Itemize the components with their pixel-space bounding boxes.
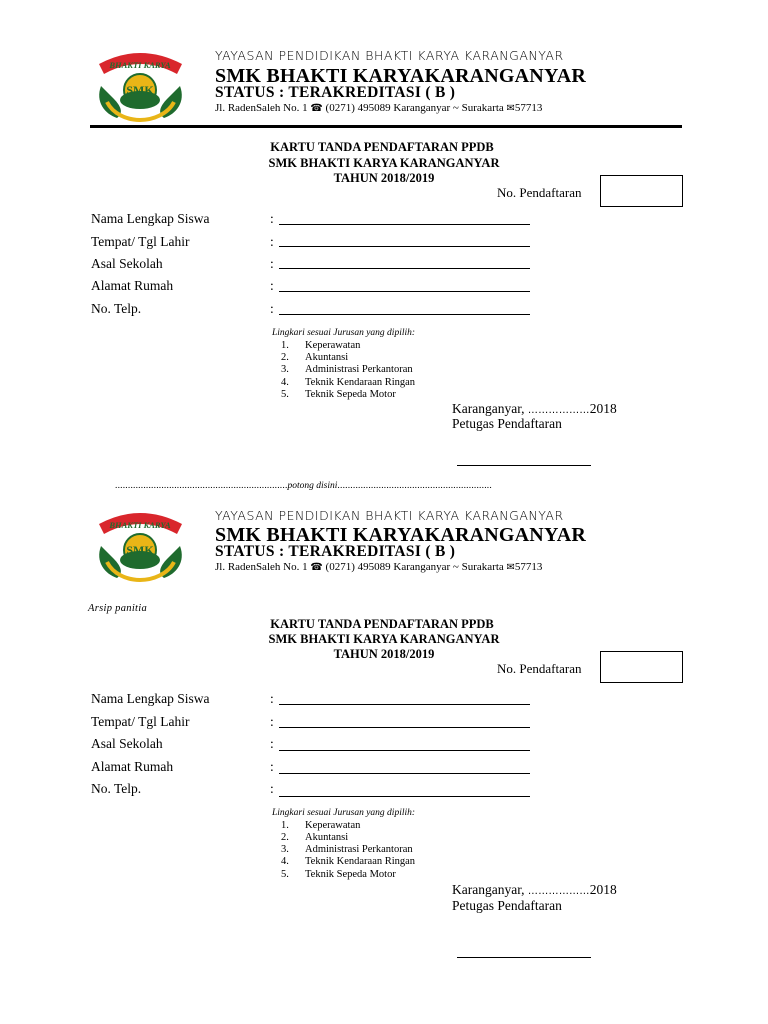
school-logo: [93, 44, 188, 122]
envelope-icon: ✉: [506, 103, 515, 114]
field-line-full-name[interactable]: [279, 224, 530, 225]
address-city: Karanganyar ~ Surakarta: [393, 102, 504, 114]
cut-dots-right: ............................................................: [337, 481, 492, 491]
major-number: 3.: [281, 364, 289, 375]
registration-number-box[interactable]: [600, 175, 683, 207]
major-name: Teknik Sepeda Motor: [305, 389, 396, 400]
registration-card-bottom: [0, 482, 768, 982]
logo-graphic: [93, 44, 188, 122]
major-item[interactable]: [281, 844, 413, 855]
field-colon: :: [270, 234, 274, 249]
field-colon: :: [270, 691, 274, 706]
signature-line[interactable]: [457, 465, 591, 466]
card-year: TAHUN 2018/2019: [333, 171, 435, 185]
major-number: 1.: [281, 820, 289, 831]
school-address: [215, 561, 542, 573]
field-line-full-name[interactable]: [279, 704, 530, 705]
major-name: Keperawatan: [305, 820, 361, 831]
accreditation-status: STATUS : TERAKREDITASI ( B ): [215, 543, 456, 560]
address-city: Karanganyar ~ Surakarta: [393, 561, 504, 573]
field-line-home-address[interactable]: [279, 291, 530, 292]
logo-initials-text: SMK: [126, 83, 154, 97]
field-colon: :: [270, 256, 274, 271]
cut-dots-left: ...................................................................: [115, 481, 288, 491]
phone-icon: ☎: [310, 562, 323, 573]
major-item[interactable]: [281, 856, 415, 867]
field-colon: :: [270, 781, 274, 796]
registration-card-top: [0, 0, 768, 500]
logo-graphic: [93, 504, 188, 582]
card-title: KARTU TANDA PENDAFTARAN PPDB: [270, 617, 494, 631]
major-item[interactable]: [281, 389, 396, 400]
major-item[interactable]: [281, 364, 413, 375]
field-line-origin-school[interactable]: [279, 750, 530, 751]
major-number: 5.: [281, 869, 289, 880]
field-label-phone: No. Telp.: [91, 301, 142, 316]
date-placeholder: ………………: [527, 886, 590, 897]
field-line-origin-school[interactable]: [279, 268, 530, 269]
major-name: Teknik Kendaraan Ringan: [305, 377, 416, 388]
address-phone: (0271) 495089: [325, 102, 391, 114]
major-item[interactable]: [281, 352, 348, 363]
field-colon: :: [270, 278, 274, 293]
address-postal: 57713: [514, 561, 543, 573]
major-item[interactable]: [281, 820, 360, 831]
school-name: SMK BHAKTI KARYAKARANGANYAR: [215, 65, 587, 87]
major-name: Akuntansi: [305, 832, 349, 843]
major-number: 4.: [281, 856, 289, 867]
major-number: 1.: [281, 340, 289, 351]
year: 2018: [589, 882, 617, 897]
major-number: 4.: [281, 377, 289, 388]
major-number: 2.: [281, 832, 289, 843]
major-item[interactable]: [281, 869, 396, 880]
field-label-birth-place-date: Tempat/ Tgl Lahir: [91, 234, 190, 249]
field-label-origin-school: Asal Sekolah: [91, 256, 163, 271]
major-name: Keperawatan: [305, 340, 361, 351]
field-line-phone[interactable]: [279, 796, 530, 797]
school-address: [215, 102, 542, 114]
school-logo: [93, 504, 188, 582]
address-street: Jl. RadenSaleh No. 1: [215, 561, 308, 573]
majors-instruction: Lingkari sesuai Jurusan yang dipilih:: [272, 328, 416, 338]
field-label-full-name: Nama Lengkap Siswa: [91, 211, 210, 226]
field-label-phone: No. Telp.: [91, 781, 142, 796]
registration-number-box[interactable]: [600, 651, 683, 683]
major-number: 3.: [281, 844, 289, 855]
logo-banner-text: BHAKTI KARYA: [109, 520, 171, 530]
place: Karanganyar,: [452, 401, 525, 416]
accreditation-status: STATUS : TERAKREDITASI ( B ): [215, 84, 456, 101]
field-line-birth-place-date[interactable]: [279, 246, 530, 247]
foundation-name: YAYASAN PENDIDIKAN BHAKTI KARYA KARANGANYAR: [215, 508, 564, 523]
field-line-phone[interactable]: [279, 314, 530, 315]
field-colon: :: [270, 736, 274, 751]
archive-label: Arsip panitia: [88, 603, 148, 614]
major-number: 2.: [281, 352, 289, 363]
officer-label: Petugas Pendaftaran: [452, 416, 562, 431]
major-name: Akuntansi: [305, 352, 349, 363]
cut-here-text: potong disini: [287, 481, 338, 491]
header-rule: [90, 125, 682, 128]
school-name: SMK BHAKTI KARYAKARANGANYAR: [215, 524, 587, 546]
card-year: TAHUN 2018/2019: [333, 647, 435, 661]
field-label-home-address: Alamat Rumah: [91, 278, 174, 293]
field-colon: :: [270, 714, 274, 729]
majors-instruction: Lingkari sesuai Jurusan yang dipilih:: [272, 808, 416, 818]
year: 2018: [589, 401, 617, 416]
place: Karanganyar,: [452, 882, 525, 897]
major-name: Teknik Sepeda Motor: [305, 869, 396, 880]
registration-number-label: No. Pendaftaran: [497, 661, 582, 676]
major-name: Teknik Kendaraan Ringan: [305, 856, 416, 867]
field-colon: :: [270, 759, 274, 774]
major-name: Administrasi Perkantoran: [305, 844, 413, 855]
place-date: [452, 401, 617, 417]
field-label-origin-school: Asal Sekolah: [91, 736, 163, 751]
field-label-home-address: Alamat Rumah: [91, 759, 174, 774]
logo-initials-text: SMK: [126, 543, 154, 557]
major-item[interactable]: [281, 377, 415, 388]
field-line-home-address[interactable]: [279, 773, 530, 774]
logo-banner-text: BHAKTI KARYA: [109, 60, 171, 70]
field-colon: :: [270, 211, 274, 226]
field-line-birth-place-date[interactable]: [279, 727, 530, 728]
phone-icon: ☎: [310, 103, 323, 114]
major-name: Administrasi Perkantoran: [305, 364, 413, 375]
address-postal: 57713: [514, 102, 543, 114]
address-phone: (0271) 495089: [325, 561, 391, 573]
envelope-icon: ✉: [506, 562, 515, 573]
officer-label: Petugas Pendaftaran: [452, 898, 562, 913]
field-label-birth-place-date: Tempat/ Tgl Lahir: [91, 714, 190, 729]
major-item[interactable]: [281, 340, 360, 351]
field-colon: :: [270, 301, 274, 316]
date-placeholder: ………………: [527, 405, 590, 416]
place-date: [452, 882, 617, 898]
card-school: SMK BHAKTI KARYA KARANGANYAR: [268, 156, 500, 170]
address-street: Jl. RadenSaleh No. 1: [215, 102, 308, 114]
foundation-name: YAYASAN PENDIDIKAN BHAKTI KARYA KARANGANYAR: [215, 48, 564, 63]
major-number: 5.: [281, 389, 289, 400]
major-item[interactable]: [281, 832, 348, 843]
registration-number-label: No. Pendaftaran: [497, 185, 582, 200]
field-label-full-name: Nama Lengkap Siswa: [91, 691, 210, 706]
signature-line[interactable]: [457, 957, 591, 958]
card-title: KARTU TANDA PENDAFTARAN PPDB: [270, 140, 494, 154]
card-school: SMK BHAKTI KARYA KARANGANYAR: [268, 632, 500, 646]
